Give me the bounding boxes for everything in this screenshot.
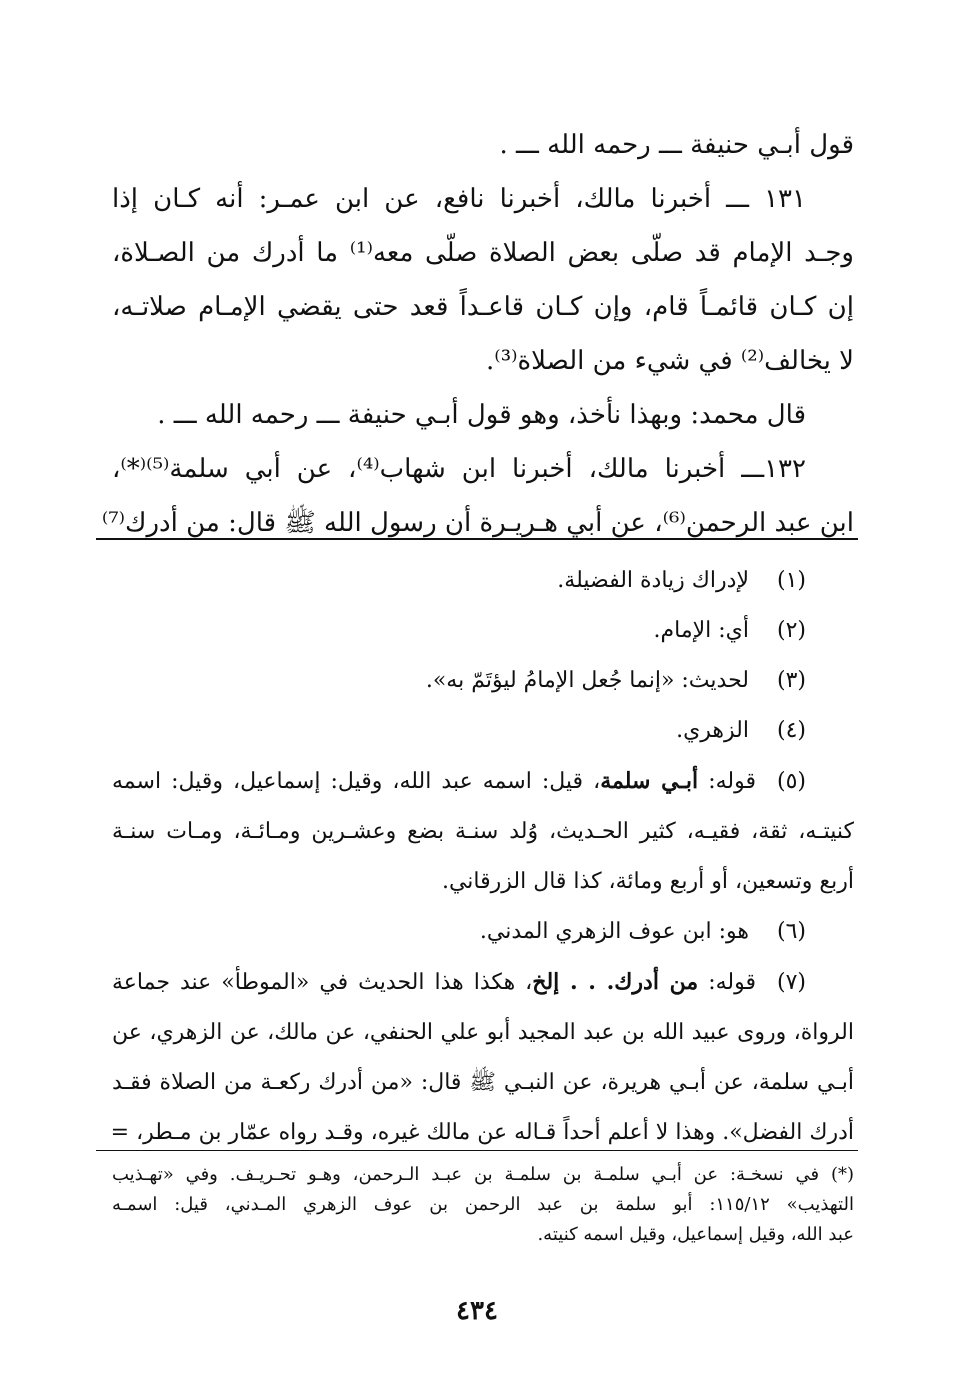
note-number: (٢) <box>776 618 806 643</box>
note-3 <box>112 656 854 706</box>
footnote-line: التهذيب» ١١٥/١٢: أبو سلمة بن عبد الرحمن بن عوف الزهري المـدني، قيل: اسمـه <box>112 1194 854 1215</box>
note-7-continuation: أدرك الفضل». وهذا لا أعلم أحداً قـاله عن مالك غيره، وقـد رواه عمّار بن مـطر، = <box>110 1120 854 1145</box>
note-number: (٤) <box>776 718 806 743</box>
note-lead: قوله: <box>708 970 756 995</box>
text-line: ١٣١ ـــ أخبرنا مالك، أخبرنا نافع، عن ابن عمـر: أنه كـان إذا <box>112 184 806 214</box>
note-number: (٣) <box>776 668 806 693</box>
note-5-continuation: كنيتـه، ثقة، فقيـه، كثير الحـديث، وُلد سنـة بضع وعشـرين ومـائـة، ومـات سنـة <box>112 819 854 844</box>
text-line: لا يخالف⁽²⁾ في شيء من الصلاة⁽³⁾. <box>486 346 854 376</box>
note-number: (١) <box>776 568 806 593</box>
note-5 <box>112 756 854 807</box>
note-1 <box>112 556 854 606</box>
text-line: قول أبـي حنيفة ـــ رحمه الله ـــ . <box>499 130 854 160</box>
footnote-line: (*) في نسخـة: عن أبـي سلمـة بن سلمـة بن عبـد الـرحمن، وهـو تحـريـف. وفي «تهـذيب <box>112 1164 854 1185</box>
note-6 <box>112 907 854 957</box>
editor-footnote <box>112 1160 854 1250</box>
text-line: إن كـان قائمـاً قام، وإن كـان قاعـداً قعد حتى يقضي الإمـام صلاتـه، <box>112 292 854 322</box>
footnote-rule <box>96 1150 858 1151</box>
note-text: أي: الإمام. <box>653 618 749 643</box>
note-text: لحديث: «إنما جُعل الإمامُ ليؤتَمّ به». <box>425 668 749 693</box>
note-lead: قوله: <box>708 769 756 794</box>
note-text: ، هكذا هذا الحديث في «الموطأ» عند جماعة <box>112 970 533 995</box>
note-text: لإدراك زيادة الفضيلة. <box>557 568 749 593</box>
note-bold-term: من أدرك. . . إلخ <box>532 969 699 995</box>
note-number: (٦) <box>776 919 806 944</box>
text-line: ١٣٢ـــ أخبرنا مالك، أخبرنا ابن شهاب⁽⁴⁾، عن أبي سلمة⁽⁵⁾⁽*⁾، <box>112 454 806 484</box>
note-4 <box>112 706 854 756</box>
note-7-continuation: أبـي سلمة، عن أبـي هريرة، عن النبـي ﷺ قال: «من أدرك ركعـة من الصلاة فقـد <box>112 1070 854 1095</box>
separator-rule <box>96 538 858 540</box>
note-2 <box>112 606 854 656</box>
note-number: (٧) <box>776 970 806 995</box>
text-line: وجـد الإمام قد صلّى بعض الصلاة صلّى معه⁽¹⁾ ما أدرك من الصـلاة، <box>112 238 854 268</box>
note-5-continuation: أربع وتسعين، أو أربع ومائة، كذا قال الزرقاني. <box>441 869 854 894</box>
text-line: ابن عبد الرحمن⁽⁶⁾، عن أبي هـريـرة أن رسول الله ﷺ قال: من أدرك⁽⁷⁾ <box>101 508 854 538</box>
page-number: ٤٣٤ <box>456 1296 498 1326</box>
note-number: (٥) <box>776 769 806 794</box>
note-text: الزهري. <box>676 718 749 743</box>
note-bold-term: أبـي سلمة <box>600 768 699 794</box>
note-text: ، قيل: اسمه عبد الله، وقيل: إسماعيل، وقيل: اسمه <box>112 769 601 794</box>
note-text: هو: ابن عوف الزهري المدني. <box>479 919 749 944</box>
footnote-line: عبد الله، وقيل إسماعيل، وقيل اسمه كنيته. <box>537 1224 854 1245</box>
text-line: قال محمد: وبهذا نأخذ، وهو قول أبـي حنيفة ـــ رحمه الله ـــ . <box>157 400 806 430</box>
notes-section <box>112 556 854 1158</box>
note-7 <box>112 957 854 1008</box>
main-text <box>101 118 854 550</box>
note-7-continuation: الرواة، وروى عبيد الله بن عبد المجيد أبو علي الحنفي، عن مالك، عن الزهري، عن <box>112 1020 854 1045</box>
